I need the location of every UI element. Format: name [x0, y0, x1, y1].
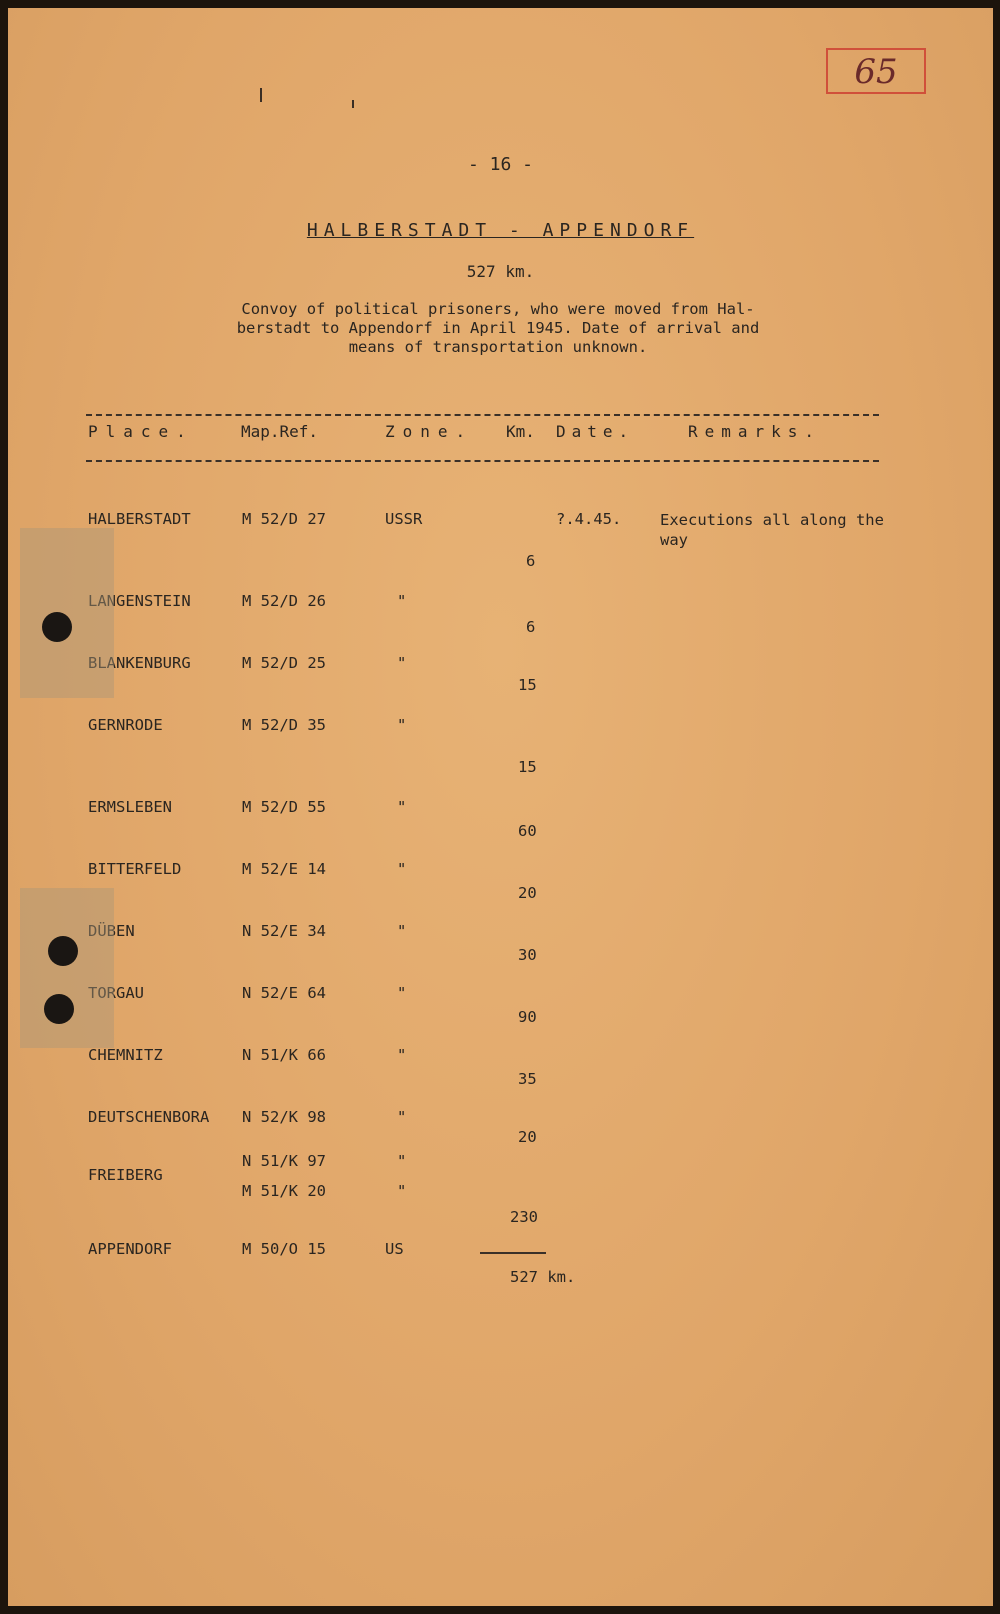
date-cell: ?.4.45.	[556, 510, 622, 528]
zone-cell: USSR	[385, 510, 423, 528]
place-cell: GERNRODE	[88, 716, 163, 734]
distance-cell: 90	[518, 1008, 537, 1026]
total-distance-cell: 527 km.	[510, 1268, 576, 1286]
header-place: Place.	[88, 422, 194, 441]
zone-cell: "	[397, 1182, 407, 1200]
header-zone: Zone.	[385, 422, 474, 441]
place-cell: BLANKENBURG	[88, 654, 191, 672]
mapref-cell: M 52/D 26	[242, 592, 326, 610]
place-cell: LANGENSTEIN	[88, 592, 191, 610]
typewriter-mark	[352, 100, 354, 108]
sum-rule	[480, 1252, 546, 1254]
binder-stain	[20, 528, 114, 698]
document-page	[8, 8, 993, 1606]
zone-cell: "	[397, 1152, 407, 1170]
distance-cell: 230	[510, 1208, 538, 1226]
distance-cell: 6	[526, 618, 536, 636]
mapref-cell: M 51/K 20	[242, 1182, 326, 1200]
punch-hole	[48, 936, 78, 966]
zone-cell: US	[385, 1240, 404, 1258]
zone-cell: "	[397, 654, 407, 672]
header-date: Date.	[556, 422, 635, 441]
distance-cell: 15	[518, 758, 537, 776]
distance-cell: 15	[518, 676, 537, 694]
mapref-cell: N 51/K 66	[242, 1046, 326, 1064]
zone-cell: "	[397, 1046, 407, 1064]
distance-cell: 30	[518, 946, 537, 964]
zone-cell: "	[397, 1108, 407, 1126]
header-rule-bottom	[86, 460, 879, 462]
place-cell: APPENDORF	[88, 1240, 172, 1258]
mapref-cell: M 52/D 55	[242, 798, 326, 816]
punch-hole	[44, 994, 74, 1024]
place-cell: DEUTSCHENBORA	[88, 1108, 210, 1126]
zone-cell: "	[397, 922, 407, 940]
mapref-cell: M 50/O 15	[242, 1240, 326, 1258]
zone-cell: "	[397, 860, 407, 878]
mapref-cell: N 51/K 97	[242, 1152, 326, 1170]
distance-cell: 6	[526, 552, 536, 570]
place-cell: HALBERSTADT	[88, 510, 191, 528]
distance-cell: 20	[518, 884, 537, 902]
document-title: HALBERSTADT - APPENDORF	[306, 220, 695, 241]
remarks-cell: Executions all along the way	[660, 511, 884, 549]
zone-cell: "	[397, 716, 407, 734]
mapref-cell: N 52/E 64	[242, 984, 326, 1002]
total-distance: 527 km.	[466, 262, 535, 281]
punch-hole	[42, 612, 72, 642]
place-cell: BITTERFELD	[88, 860, 182, 878]
typewriter-mark	[260, 88, 262, 102]
page-number: - 16 -	[467, 154, 534, 175]
distance-cell: 60	[518, 822, 537, 840]
mapref-cell: M 52/E 14	[242, 860, 326, 878]
zone-cell: "	[397, 984, 407, 1002]
place-cell: TORGAU	[88, 984, 144, 1002]
place-cell: ERMSLEBEN	[88, 798, 172, 816]
mapref-cell: M 52/D 35	[242, 716, 326, 734]
page-number-stamp: 65	[826, 48, 926, 94]
distance-cell: 20	[518, 1128, 537, 1146]
zone-cell: "	[397, 592, 407, 610]
header-mapref: Map.Ref.	[241, 422, 319, 441]
description: Convoy of political prisoners, who were moved from Hal- berstadt to Appendorf in April 1945. Date of arrival and means of transportation unknown.	[236, 300, 760, 356]
distance-cell: 35	[518, 1070, 537, 1088]
binder-stain	[20, 888, 114, 1048]
header-remarks: Remarks.	[688, 422, 822, 441]
mapref-cell: N 52/K 98	[242, 1108, 326, 1126]
place-cell: CHEMNITZ	[88, 1046, 163, 1064]
zone-cell: "	[397, 798, 407, 816]
place-cell: DÜBEN	[88, 922, 135, 940]
mapref-cell: N 52/E 34	[242, 922, 326, 940]
place-cell: FREIBERG	[88, 1166, 163, 1184]
header-rule-top	[86, 414, 879, 416]
mapref-cell: M 52/D 27	[242, 510, 326, 528]
mapref-cell: M 52/D 25	[242, 654, 326, 672]
header-km: Km.	[506, 422, 535, 441]
